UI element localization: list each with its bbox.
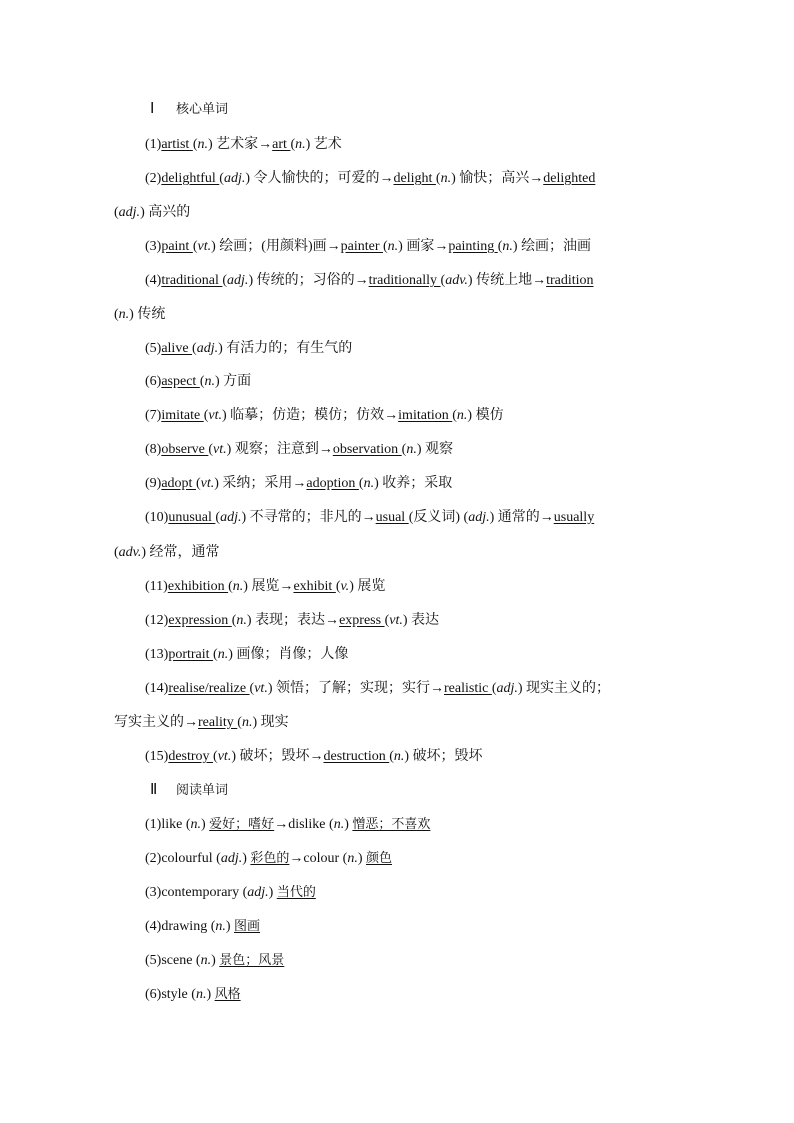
answer-word: tradition [546, 273, 594, 288]
entry-text: (vt.) 表达 [384, 613, 440, 628]
entry-text: (n.) 现实 [237, 715, 289, 730]
answer-word: exhibition [167, 579, 229, 594]
core-word-entry [145, 238, 591, 256]
reading-word-entry [145, 952, 284, 970]
section-title: 核心单词 [176, 102, 229, 117]
core-word-entry [145, 475, 452, 493]
answer-meaning: 憎恶；不喜欢 [352, 817, 431, 832]
section-numeral: Ⅱ [150, 782, 158, 798]
answer-word: adopt [161, 476, 196, 491]
entry-number: (14) [145, 681, 169, 696]
answer-word: aspect [161, 374, 200, 389]
entry-word: (6)style [145, 987, 192, 1002]
entry-pos: (n.) [191, 987, 212, 1002]
entry-text: (vt.) 领悟；了解；实现；实行→ [249, 681, 444, 696]
core-word-entry [145, 170, 595, 188]
answer-word: traditionally [368, 273, 441, 288]
entry-pos: (n.) [185, 817, 206, 832]
reading-word-entry [145, 918, 260, 936]
core-word-entry [114, 306, 165, 324]
core-word-entry [145, 373, 251, 391]
entry-text: (n.) 展览→ [228, 579, 294, 594]
core-word-entry [145, 748, 483, 766]
answer-word: realise/realize [168, 681, 250, 696]
answer-word: unusual [168, 510, 216, 525]
entry-text: (n.) 传统 [114, 307, 166, 322]
entry-word: →colour [289, 851, 343, 866]
entry-text: (n.) 观察 [401, 442, 453, 457]
entry-word: (5)scene [145, 953, 196, 968]
entry-pos: (n.) [329, 817, 349, 832]
answer-meaning: 彩色的 [250, 851, 290, 866]
answer-meaning: 爱好；嗜好 [209, 817, 275, 832]
core-word-entry [145, 646, 348, 664]
entry-number: (11) [145, 579, 168, 594]
entry-number: (10) [145, 510, 169, 525]
entry-number: (1) [145, 137, 162, 152]
answer-word: delightful [161, 171, 220, 186]
answer-word: express [339, 613, 385, 628]
reading-word-entry [145, 986, 241, 1004]
entry-word: (3)contemporary [145, 885, 243, 900]
answer-meaning: 景色；风景 [219, 953, 285, 968]
entry-text: (n.) 模仿 [452, 408, 504, 423]
answer-word: destroy [168, 749, 214, 764]
entry-number: (8) [145, 442, 162, 457]
entry-text: (adj.) 传统的；习俗的→ [222, 273, 369, 288]
answer-word: painter [340, 239, 383, 254]
section-numeral: Ⅰ [150, 101, 155, 117]
core-word-entry [145, 136, 342, 154]
answer-meaning: 图画 [234, 919, 261, 934]
entry-text: (n.) 画像；肖像；人像 [213, 647, 349, 662]
entry-number: (2) [145, 171, 162, 186]
reading-word-entry [145, 850, 392, 868]
entry-text: (vt.) 破坏；毁坏→ [213, 749, 324, 764]
entry-word: (1)like [145, 817, 186, 832]
entry-text: (adv.) 传统上地→ [440, 273, 547, 288]
answer-word: reality [198, 715, 238, 730]
entry-text: 写实主义的→ [114, 715, 198, 730]
entry-word: (2)colourful [145, 851, 217, 866]
answer-word: imitate [161, 408, 204, 423]
entry-number: (15) [145, 749, 169, 764]
entry-text: (n.) 表现；表达→ [231, 613, 340, 628]
entry-text: (v.) 展览 [335, 579, 386, 594]
entry-number: (5) [145, 341, 162, 356]
answer-word: expression [168, 613, 232, 628]
entry-text: (vt.) 观察；注意到→ [208, 442, 333, 457]
entry-number: (12) [145, 613, 169, 628]
entry-text: (adj.) 高兴的 [114, 205, 191, 220]
entry-pos: (adj.) [216, 851, 247, 866]
answer-word: portrait [168, 647, 214, 662]
core-word-entry [114, 204, 190, 222]
answer-word: destruction [323, 749, 390, 764]
entry-text: (n.) 绘画；油画 [497, 239, 592, 254]
entry-number: (9) [145, 476, 162, 491]
core-word-entry [145, 272, 594, 290]
entry-text: (n.) 收养；采取 [358, 476, 453, 491]
section-heading-core [150, 100, 228, 119]
section-title: 阅读单词 [176, 783, 229, 798]
answer-meaning: 颜色 [366, 851, 393, 866]
entry-text: (n.) 愉快；高兴→ [435, 171, 544, 186]
answer-word: imitation [398, 408, 453, 423]
entry-text: (adj.) 有活力的；有生气的 [192, 341, 353, 356]
core-word-entry [145, 407, 504, 425]
core-word-entry [145, 578, 385, 596]
entry-number: (7) [145, 408, 162, 423]
answer-word: usual [375, 510, 409, 525]
answer-word: delighted [543, 171, 596, 186]
entry-text: (vt.) 采纳；采用→ [195, 476, 307, 491]
answer-word: painting [448, 239, 498, 254]
answer-word: observation [332, 442, 402, 457]
entry-number: (3) [145, 239, 162, 254]
core-word-entry [145, 509, 594, 527]
entry-text: (vt.) 绘画；(用颜料)画→ [192, 239, 341, 254]
answer-word: alive [161, 341, 193, 356]
core-word-entry [114, 544, 220, 562]
entry-number: (4) [145, 273, 162, 288]
entry-text: (n.) 艺术家→ [192, 137, 273, 152]
core-word-entry [145, 441, 453, 459]
answer-word: adoption [306, 476, 359, 491]
entry-text: (adj.) 现实主义的； [491, 681, 611, 696]
core-word-entry [145, 340, 352, 358]
entry-text: (n.) 方面 [199, 374, 252, 389]
answer-word: observe [161, 442, 209, 457]
entry-text: (n.) 画家→ [382, 239, 449, 254]
section-heading-reading [150, 781, 228, 800]
entry-text: (n.) 艺术 [290, 137, 342, 152]
answer-word: usually [553, 510, 595, 525]
answer-word: paint [161, 239, 193, 254]
entry-pos: (n.) [210, 919, 231, 934]
entry-text: (adj.) 令人愉快的；可爱的→ [219, 171, 394, 186]
core-word-entry [114, 714, 289, 732]
entry-text: (反义词) (adj.) 通常的→ [408, 510, 554, 525]
core-word-entry [145, 612, 439, 630]
answer-meaning: 当代的 [276, 885, 316, 900]
entry-text: (adj.) 不寻常的；非凡的→ [215, 510, 376, 525]
entry-number: (6) [145, 374, 162, 389]
entry-pos: (n.) [342, 851, 363, 866]
answer-word: art [272, 137, 291, 152]
entry-word: (4)drawing [145, 919, 211, 934]
answer-word: realistic [444, 681, 492, 696]
entry-word: →dislike [274, 817, 330, 832]
entry-pos: (n.) [195, 953, 216, 968]
reading-word-entry [145, 884, 316, 902]
answer-meaning: 风格 [214, 987, 241, 1002]
entry-number: (13) [145, 647, 169, 662]
core-word-entry [145, 680, 610, 698]
entry-text: (adv.) 经常，通常 [114, 545, 220, 560]
entry-text: (n.) 破坏；毁坏 [389, 749, 483, 764]
answer-word: exhibit [293, 579, 336, 594]
entry-text: (vt.) 临摹；仿造；模仿；仿效→ [203, 408, 399, 423]
entry-pos: (adj.) [242, 885, 274, 900]
answer-word: traditional [161, 273, 223, 288]
answer-word: artist [161, 137, 193, 152]
answer-word: delight [393, 171, 436, 186]
reading-word-entry [145, 816, 430, 834]
